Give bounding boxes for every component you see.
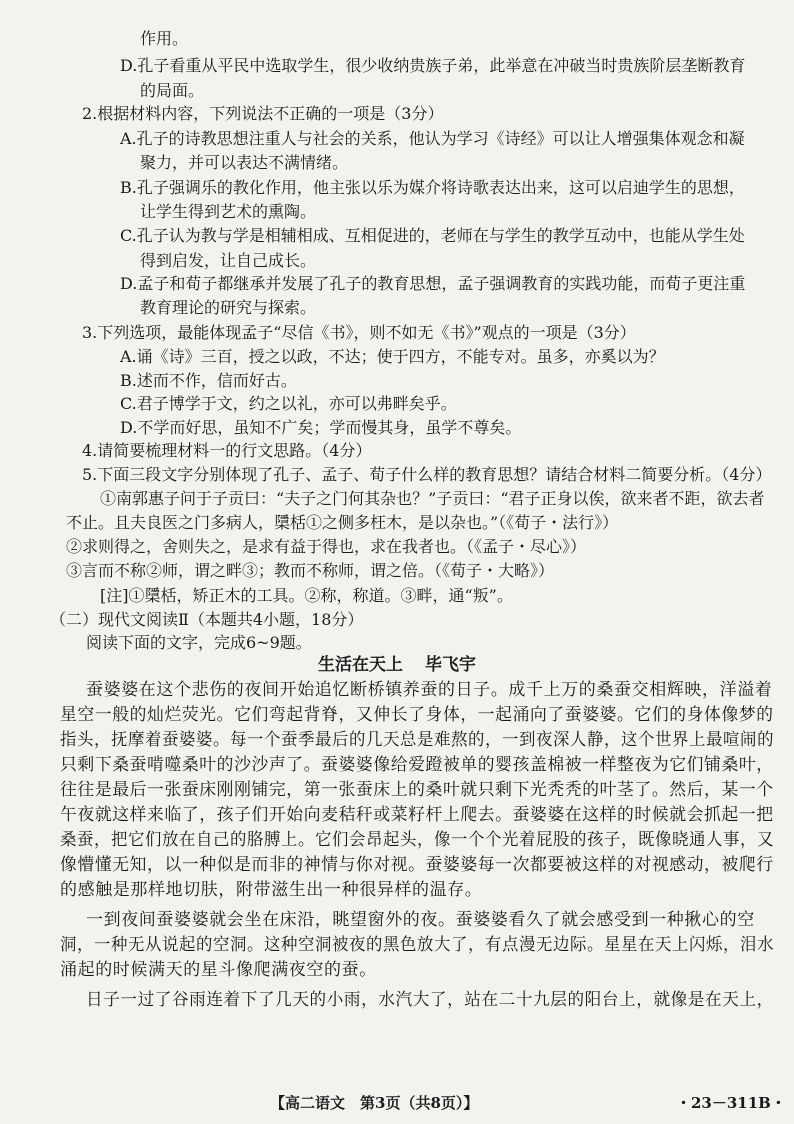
text-line: 的局面。	[140, 81, 205, 100]
article-author: 毕飞宇	[425, 655, 476, 675]
article-line: 桑蚕，把它们放在自己的胳膊上。它们会昂起头，像一个个光着屁股的孩子，既像晓通人事，又	[60, 830, 775, 850]
option-b-line: B.述而不作，信而好古。	[120, 371, 297, 390]
option-d-line: D.孔子看重从平民中选取学生，很少收纳贵族子弟，此举意在冲破当时贵族阶层垄断教育	[120, 56, 746, 75]
option-a-line: A.孔子的诗教思想注重人与社会的关系，他认为学习《诗经》可以让人增强集体观念和凝	[120, 129, 745, 148]
quote-2-line: ②求则得之，舍则失之，是求有益于得也，求在我者也。（《孟子・尽心》）	[66, 537, 587, 556]
article-line: 像懵懂无知，以一种似是而非的神情与你对视。蚕婆婆每一次都要被这样的对视感动，被爬行	[60, 855, 774, 875]
section-heading: （二）现代文阅读Ⅱ（本题共4小题，18分）	[50, 610, 364, 629]
text-line: 作用。	[140, 29, 189, 48]
option-d-line: D.不学而好思，虽知不广矣；学而慢其身，虽学不尊矣。	[120, 418, 522, 437]
article-line: 涌起的时候满天的星斗像爬满夜空的蚕。	[60, 960, 377, 980]
option-c-line: C.孔子认为教与学是相辅相成、互相促进的，老师在与学生的教学互动中，也能从学生处	[120, 226, 745, 245]
option-a-line: A.诵《诗》三百，授之以政，不达；使于四方，不能专对。虽多，亦奚以为？	[120, 347, 665, 366]
quote-3-line: ③言而不称②师，谓之畔③；教而不称师，谓之倍。（《荀子・大略》）	[66, 561, 555, 580]
article-line: 的感触是那样地切肤，附带滋生出一种很异样的温存。	[60, 880, 483, 900]
quote-1-line: ①南郭惠子问于子贡曰：“夫子之门何其杂也？”子贡曰：“君子正身以俟，欲来者不距，欲去者	[100, 489, 765, 508]
article-line: 只剩下桑蚕啃噬桑叶的沙沙声了。蚕婆婆像给爱蹬被单的婴孩盖棉被一样整夜为它们铺桑叶，	[60, 755, 774, 775]
quote-1-cont: 不止。且夫良医之门多病人，檃栝①之侧多枉木，是以杂也。”（《荀子・法行》）	[66, 513, 619, 532]
note-line: [注]①檃栝，矫正木的工具。②称，称道。③畔，通“叛”。	[100, 586, 513, 605]
footer-page-label: 【高二语文 第3页（共8页）】	[270, 1094, 479, 1112]
article-line: 指头，抚摩着蚕婆婆。每一个蚕季最后的几天总是难熬的，一到夜深人静，这个世界上最喧闹的	[60, 730, 775, 750]
option-b-line: B.孔子强调乐的教化作用，他主张以乐为媒介将诗歌表达出来，这可以启迪学生的思想，	[120, 178, 745, 197]
text-line: 得到启发，让自己成长。	[140, 251, 317, 270]
option-d-line: D.孟子和荀子都继承并发展了孔子的教育思想，孟子强调教育的实践功能，而荀子更注重	[120, 274, 746, 293]
article-title: 生活在天上	[318, 655, 403, 675]
text-line: 让学生得到艺术的熏陶。	[140, 202, 317, 221]
question-2: 2.根据材料内容，下列说法不正确的一项是（3分）	[82, 104, 444, 123]
article-line: 洞，一种无从说起的空洞。这种空洞被夜的黑色放大了，有点漫无边际。星星在天上闪烁，泪水	[60, 935, 775, 955]
article-line: 午夜就这样来临了，孩子们开始向麦秸秆或菜籽杆上爬去。蚕婆婆在这样的时候就会抓起一把	[60, 805, 774, 825]
article-line: 一到夜间蚕婆婆就会坐在床沿，眺望窗外的夜。蚕婆婆看久了就会感受到一种揪心的空	[86, 910, 755, 930]
instruction-line: 阅读下面的文字，完成6~9题。	[86, 633, 312, 652]
question-4: 4.请简要梳理材料一的行文思路。（4分）	[82, 441, 372, 460]
question-5: 5.下面三段文字分别体现了孔子、孟子、荀子什么样的教育思想？请结合材料二简要分析。（4分）	[82, 465, 772, 484]
text-line: 教育理论的研究与探索。	[140, 298, 317, 317]
article-title-block	[0, 650, 794, 675]
article-line: 日子一过了谷雨连着下了几天的小雨，水汽大了，站在二十九层的阳台上，就像是在天上，	[86, 990, 774, 1010]
option-c-line: C.君子博学于文，约之以礼，亦可以弗畔矣乎。	[120, 394, 457, 413]
question-3: 3.下列选项，最能体现孟子“尽信《书》，则不如无《书》”观点的一项是（3分）	[82, 323, 636, 342]
article-line: 星空一般的灿烂荧光。它们弯起背脊，又伸长了身体，一起涌向了蚕婆婆。它们的身体像梦的	[60, 705, 774, 725]
text-line: 聚力，并可以表达不满情绪。	[140, 153, 349, 172]
article-line: 往往是最后一张蚕床刚刚铺完，第一张蚕床上的桑叶就只剩下光秃秃的叶茎了。然后，某一个	[60, 780, 774, 800]
article-line: 蚕婆婆在这个悲伤的夜间开始追忆断桥镇养蚕的日子。成千上万的桑蚕交相辉映，洋溢着	[86, 680, 773, 700]
footer-code: ・23－311B・	[676, 1094, 786, 1112]
